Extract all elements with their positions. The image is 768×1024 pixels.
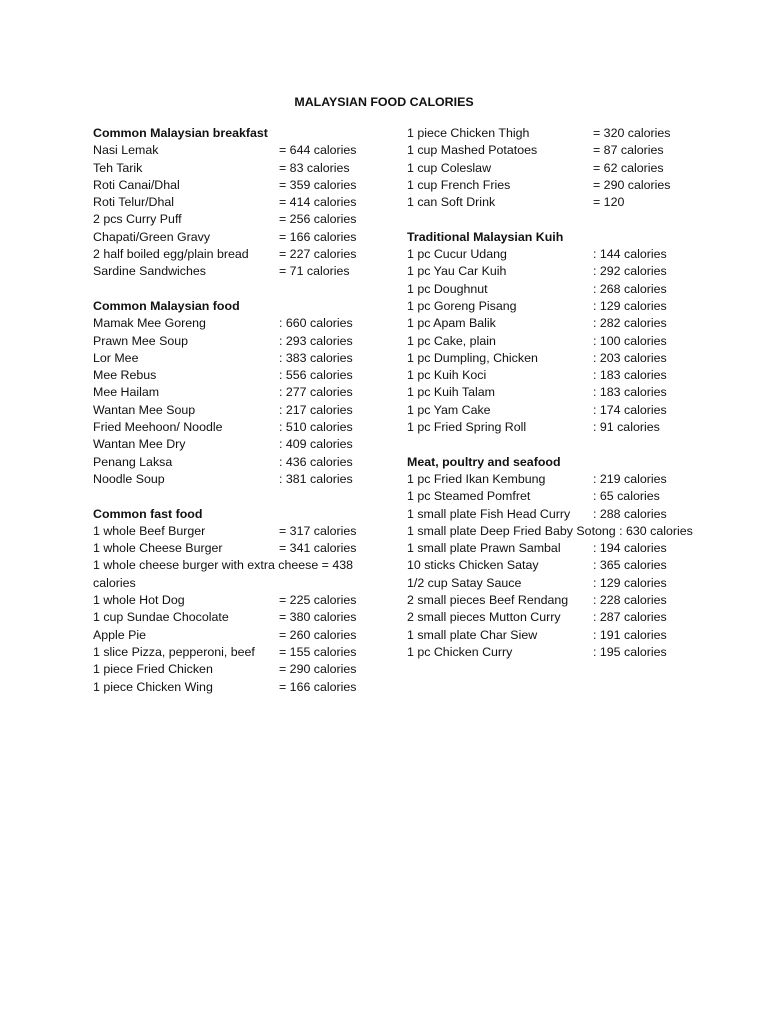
food-item-row bbox=[407, 644, 697, 661]
calorie-value: : 217 calories bbox=[279, 402, 353, 417]
calorie-value: = 62 calories bbox=[593, 160, 664, 175]
food-item-name: 1 pc Apam Balik bbox=[407, 316, 496, 331]
calorie-value: = 166 calories bbox=[279, 679, 357, 694]
calorie-value: = 320 calories bbox=[593, 126, 671, 140]
food-item-name: 1 pc Fried Spring Roll bbox=[407, 420, 527, 435]
food-item-row bbox=[407, 506, 697, 523]
food-item-row bbox=[93, 644, 373, 661]
food-item-name: 1 slice Pizza, pepperoni, beef bbox=[93, 644, 255, 659]
food-item-row bbox=[407, 488, 697, 505]
food-item-row bbox=[407, 298, 697, 315]
food-item-name: 2 small pieces Beef Rendang bbox=[407, 593, 569, 608]
food-item-name: Wantan Mee Dry bbox=[93, 437, 186, 452]
section-common-fast-food bbox=[93, 506, 373, 696]
calorie-value: : 129 calories bbox=[593, 575, 667, 590]
page-title: MALAYSIAN FOOD CALORIES bbox=[294, 95, 474, 109]
food-item-row bbox=[93, 315, 373, 332]
calorie-value: : 91 calories bbox=[593, 420, 660, 435]
food-item-row bbox=[407, 194, 697, 211]
food-item-row bbox=[407, 540, 697, 557]
calorie-value: = 380 calories bbox=[279, 610, 357, 625]
food-item-name: 1 small plate Prawn Sambal bbox=[407, 541, 561, 556]
calorie-value: = 256 calories bbox=[279, 212, 357, 227]
calorie-value: : 510 calories bbox=[279, 420, 353, 435]
food-item-name: 1 pc Fried Ikan Kembung bbox=[407, 471, 546, 486]
calorie-value: : 268 calories bbox=[593, 281, 667, 296]
calorie-value: : 100 calories bbox=[593, 333, 667, 348]
calorie-value: : 183 calories bbox=[593, 368, 667, 383]
food-item-name: Prawn Mee Soup bbox=[93, 333, 189, 348]
food-item-row bbox=[93, 627, 373, 644]
food-item-row bbox=[407, 177, 697, 194]
calorie-value: : 129 calories bbox=[593, 298, 667, 313]
section-heading: Traditional Malaysian Kuih bbox=[407, 229, 564, 244]
calorie-value: : 365 calories bbox=[593, 558, 667, 573]
food-item-name: 1 whole Beef Burger bbox=[93, 523, 206, 538]
food-item-row bbox=[407, 402, 697, 419]
calorie-value: = 317 calories bbox=[279, 523, 357, 538]
food-item-name: 1 pc Cucur Udang bbox=[407, 247, 507, 262]
food-item-row bbox=[407, 281, 697, 298]
calorie-value: = 71 calories bbox=[279, 264, 350, 279]
food-item-row bbox=[93, 177, 373, 194]
food-item-name: 1 cup Mashed Potatoes bbox=[407, 143, 538, 158]
food-item-row bbox=[407, 627, 697, 644]
calorie-value: : 282 calories bbox=[593, 316, 667, 331]
food-item-name: 2 half boiled egg/plain bread bbox=[93, 247, 249, 262]
calorie-value: : 292 calories bbox=[593, 264, 667, 279]
food-item-name: Noodle Soup bbox=[93, 471, 165, 486]
calorie-value: : 203 calories bbox=[593, 350, 667, 365]
food-item-row bbox=[93, 523, 373, 540]
food-item-row bbox=[407, 471, 697, 488]
calorie-value: : 174 calories bbox=[593, 402, 667, 417]
food-item-row bbox=[407, 575, 697, 592]
food-item-row bbox=[93, 142, 373, 159]
calorie-value: : 436 calories bbox=[279, 454, 353, 469]
calorie-value: : 660 calories bbox=[279, 316, 353, 331]
food-item-name: 2 small pieces Mutton Curry bbox=[407, 610, 561, 625]
section-heading: Common fast food bbox=[93, 506, 203, 521]
food-item-name: Fried Meehoon/ Noodle bbox=[93, 420, 223, 435]
food-item-name: Roti Canai/Dhal bbox=[93, 177, 180, 192]
calorie-value: = 359 calories bbox=[279, 177, 357, 192]
food-item-row bbox=[407, 142, 697, 159]
food-item-row bbox=[93, 367, 373, 384]
food-item-name: Wantan Mee Soup bbox=[93, 402, 196, 417]
section-heading: Meat, poultry and seafood bbox=[407, 454, 561, 469]
calorie-value: : 556 calories bbox=[279, 368, 353, 383]
section-traditional-malaysian-kuih bbox=[407, 229, 697, 437]
food-item-name: 1 whole Cheese Burger bbox=[93, 541, 223, 556]
left-column bbox=[93, 125, 373, 696]
food-item-name: 1 pc Chicken Curry bbox=[407, 644, 513, 659]
calorie-value: : 383 calories bbox=[279, 350, 353, 365]
food-item-name: 1 piece Chicken Thigh bbox=[407, 126, 530, 140]
calorie-value: = 87 calories bbox=[593, 143, 664, 158]
food-item-name: Sardine Sandwiches bbox=[93, 264, 206, 279]
food-item-name: 1 pc Dumpling, Chicken bbox=[407, 350, 538, 365]
food-item-row bbox=[407, 246, 697, 263]
food-item-name: 1/2 cup Satay Sauce bbox=[407, 575, 522, 590]
food-item-name: Chapati/Green Gravy bbox=[93, 229, 211, 244]
food-item-text: 1 small plate Deep Fried Baby Sotong : 630 calories bbox=[407, 523, 693, 538]
section-common-malaysian-breakfast bbox=[93, 125, 373, 281]
food-item-row bbox=[93, 160, 373, 177]
calorie-value: : 219 calories bbox=[593, 471, 667, 486]
food-item-row bbox=[93, 229, 373, 246]
food-item-name: Lor Mee bbox=[93, 350, 139, 365]
calorie-value: = 83 calories bbox=[279, 160, 350, 175]
food-item-row bbox=[407, 333, 697, 350]
food-item-row bbox=[93, 557, 373, 592]
calorie-value: : 381 calories bbox=[279, 471, 353, 486]
food-item-name: 1 pc Kuih Koci bbox=[407, 368, 487, 383]
calorie-value: : 293 calories bbox=[279, 333, 353, 348]
food-item-name: Mee Rebus bbox=[93, 368, 157, 383]
calorie-value: : 191 calories bbox=[593, 627, 667, 642]
calorie-value: : 195 calories bbox=[593, 644, 667, 659]
calorie-value: = 290 calories bbox=[279, 662, 357, 677]
food-item-name: 1 piece Fried Chicken bbox=[93, 662, 213, 677]
food-item-name: 1 whole Hot Dog bbox=[93, 593, 185, 608]
food-item-row bbox=[93, 194, 373, 211]
food-item-row bbox=[93, 540, 373, 557]
food-item-name: Apple Pie bbox=[93, 627, 147, 642]
right-column bbox=[407, 125, 697, 661]
calorie-value: = 120 bbox=[593, 195, 625, 210]
food-item-text: 1 whole cheese burger with extra cheese = 438 calories bbox=[93, 558, 354, 590]
food-item-row bbox=[407, 125, 697, 142]
food-item-name: Teh Tarik bbox=[93, 160, 143, 175]
calorie-value: : 287 calories bbox=[593, 610, 667, 625]
food-item-name: 1 pc Goreng Pisang bbox=[407, 298, 517, 313]
food-item-row bbox=[93, 402, 373, 419]
food-item-row bbox=[407, 384, 697, 401]
food-item-row bbox=[93, 471, 373, 488]
food-item-row bbox=[407, 367, 697, 384]
food-item-name: 1 pc Yam Cake bbox=[407, 402, 491, 417]
calorie-value: : 228 calories bbox=[593, 593, 667, 608]
food-item-name: 1 pc Yau Car Kuih bbox=[407, 264, 507, 279]
food-item-name: 1 pc Cake, plain bbox=[407, 333, 496, 348]
food-item-row bbox=[93, 592, 373, 609]
food-item-name: Nasi Lemak bbox=[93, 143, 159, 158]
food-item-name: Penang Laksa bbox=[93, 454, 173, 469]
calorie-value: = 644 calories bbox=[279, 143, 357, 158]
calorie-value: = 166 calories bbox=[279, 229, 357, 244]
calorie-value: : 183 calories bbox=[593, 385, 667, 400]
food-item-name: 1 can Soft Drink bbox=[407, 195, 496, 210]
food-item-row bbox=[407, 350, 697, 367]
food-item-row bbox=[93, 211, 373, 228]
calorie-value: = 341 calories bbox=[279, 541, 357, 556]
food-item-name: 1 piece Chicken Wing bbox=[93, 679, 213, 694]
food-item-row bbox=[407, 263, 697, 280]
calorie-value: : 144 calories bbox=[593, 247, 667, 262]
food-item-name: Roti Telur/Dhal bbox=[93, 195, 175, 210]
food-item-name: 10 sticks Chicken Satay bbox=[407, 558, 539, 573]
food-item-row bbox=[407, 160, 697, 177]
calorie-value: = 225 calories bbox=[279, 593, 357, 608]
food-item-row bbox=[93, 384, 373, 401]
food-item-row bbox=[93, 661, 373, 678]
food-item-name: 2 pcs Curry Puff bbox=[93, 212, 182, 227]
calorie-value: = 155 calories bbox=[279, 644, 357, 659]
food-item-row bbox=[93, 419, 373, 436]
food-item-row bbox=[93, 333, 373, 350]
food-item-name: 1 pc Doughnut bbox=[407, 281, 488, 296]
food-item-name: Mamak Mee Goreng bbox=[93, 316, 206, 331]
calorie-value: : 194 calories bbox=[593, 541, 667, 556]
food-item-name: 1 cup Sundae Chocolate bbox=[93, 610, 229, 625]
food-item-row bbox=[93, 609, 373, 626]
food-item-row bbox=[93, 263, 373, 280]
food-item-row bbox=[93, 246, 373, 263]
food-item-row bbox=[93, 454, 373, 471]
calorie-value: : 65 calories bbox=[593, 489, 660, 504]
calorie-value: : 277 calories bbox=[279, 385, 353, 400]
food-item-row bbox=[93, 679, 373, 696]
calorie-value: : 409 calories bbox=[279, 437, 353, 452]
calorie-value: = 290 calories bbox=[593, 177, 671, 192]
food-item-row bbox=[407, 315, 697, 332]
food-item-row bbox=[93, 436, 373, 453]
calorie-value: = 414 calories bbox=[279, 195, 357, 210]
food-item-row bbox=[407, 419, 697, 436]
section-heading: Common Malaysian food bbox=[93, 298, 240, 313]
calorie-value: : 288 calories bbox=[593, 506, 667, 521]
section-heading: Common Malaysian breakfast bbox=[93, 126, 268, 140]
food-item-name: 1 pc Kuih Talam bbox=[407, 385, 495, 400]
calorie-value: = 260 calories bbox=[279, 627, 357, 642]
food-item-row bbox=[407, 523, 697, 540]
food-item-name: 1 cup Coleslaw bbox=[407, 160, 492, 175]
food-item-row bbox=[93, 350, 373, 367]
food-item-name: Mee Hailam bbox=[93, 385, 160, 400]
food-item-name: 1 small plate Fish Head Curry bbox=[407, 506, 571, 521]
section-common-malaysian-food bbox=[93, 298, 373, 488]
section-continued bbox=[407, 125, 697, 211]
food-item-row bbox=[407, 557, 697, 574]
food-item-row bbox=[407, 592, 697, 609]
food-item-row bbox=[407, 609, 697, 626]
section-meat-poultry-and-seafood bbox=[407, 454, 697, 662]
food-item-name: 1 small plate Char Siew bbox=[407, 627, 538, 642]
food-item-name: 1 cup French Fries bbox=[407, 177, 511, 192]
calorie-value: = 227 calories bbox=[279, 247, 357, 262]
food-item-name: 1 pc Steamed Pomfret bbox=[407, 489, 531, 504]
